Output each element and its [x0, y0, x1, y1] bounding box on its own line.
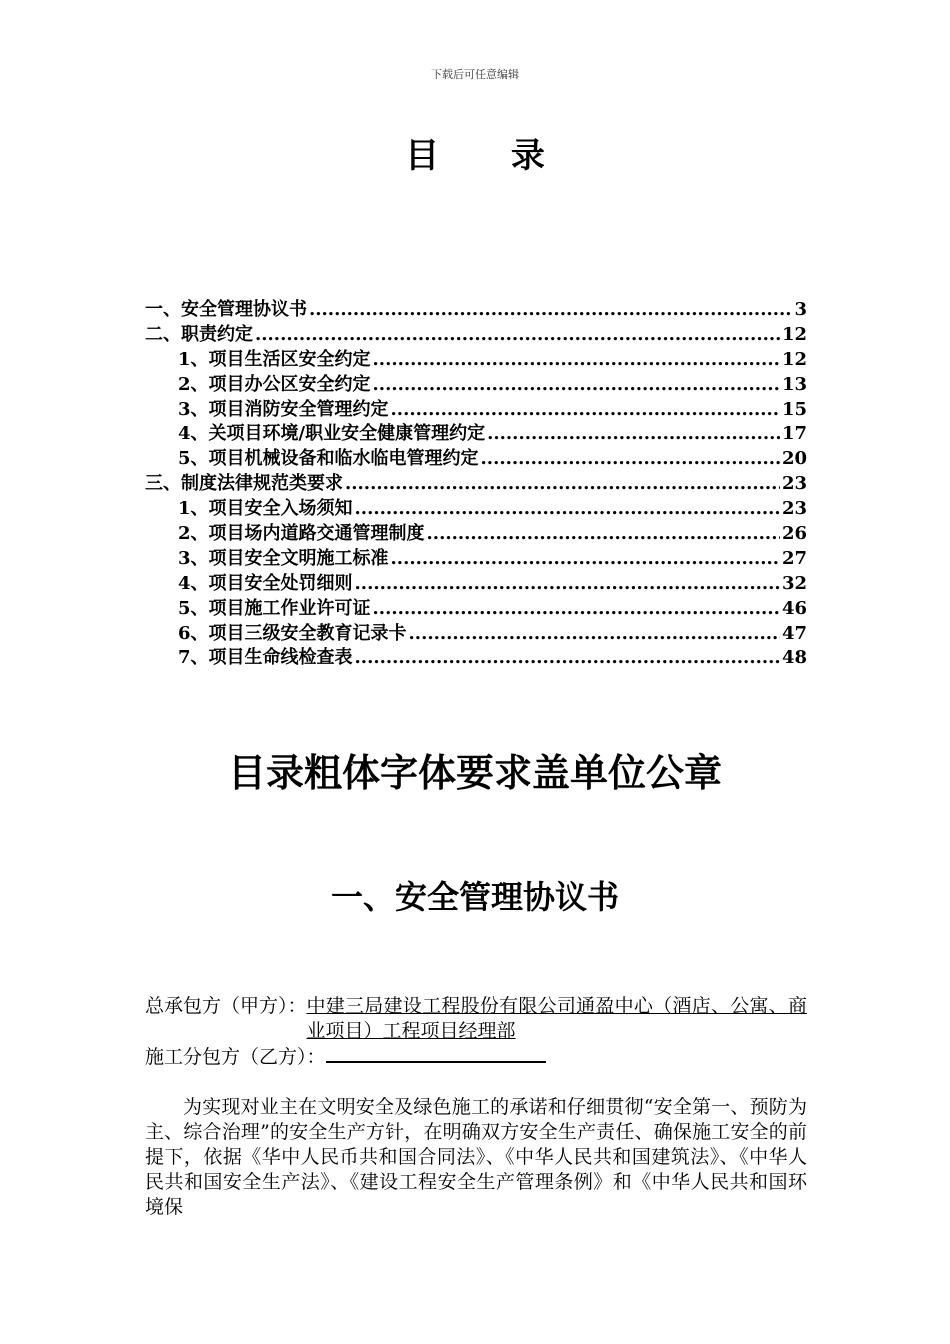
toc-entry-label: 5、项目施工作业许可证 — [178, 597, 371, 619]
header-note: 下载后可任意编辑 — [431, 68, 519, 81]
toc-leader-dots — [355, 573, 780, 594]
toc-entry-label: 三、制度法律规范类要求 — [145, 473, 343, 495]
toc-entry-page: 12 — [781, 348, 807, 370]
toc-entry-label: 3、项目安全文明施工标准 — [178, 547, 389, 569]
toc-entry-page: 3 — [794, 299, 807, 320]
toc-leader-dots — [255, 324, 780, 345]
toc-entry[interactable] — [145, 569, 807, 594]
toc-entry-label: 4、关项目环境/职业安全健康管理约定 — [178, 423, 486, 445]
toc-entry-page: 46 — [781, 597, 807, 619]
toc-entry[interactable] — [145, 544, 807, 569]
toc-entry[interactable] — [145, 444, 807, 469]
toc-leader-dots — [481, 448, 780, 469]
toc-entry[interactable] — [145, 619, 807, 644]
party-b-label: 施工分包方（乙方）： — [145, 1046, 326, 1068]
stamp-requirement-note: 目录粗体字体要求盖单位公章 — [227, 751, 722, 795]
toc-entry-label: 3、项目消防安全管理约定 — [178, 398, 389, 420]
toc-entry-page: 26 — [781, 523, 807, 545]
toc-entry-label: 5、项目机械设备和临水临电管理约定 — [178, 448, 479, 470]
party-b-blank — [326, 1043, 546, 1063]
party-b-line — [145, 1043, 807, 1070]
toc-entry-page: 47 — [781, 622, 807, 644]
toc-entry-label: 1、项目生活区安全约定 — [178, 348, 371, 370]
toc-entry-page: 12 — [781, 323, 807, 345]
toc-entry-page: 23 — [781, 498, 807, 520]
party-a-value: 中建三局建设工程股份有限公司通盈中心（酒店、公寓、商业项目）工程项目经理部 — [306, 995, 807, 1042]
table-of-contents — [145, 295, 807, 668]
toc-entry[interactable] — [145, 494, 807, 519]
toc-entry-label: 7、项目生命线检查表 — [178, 647, 353, 669]
toc-entry-page: 17 — [781, 423, 807, 445]
party-a-label: 总承包方（甲方）： — [145, 995, 307, 1017]
toc-entry[interactable] — [145, 594, 807, 619]
toc-entry-page: 48 — [781, 647, 807, 669]
toc-entry[interactable] — [145, 370, 807, 395]
toc-leader-dots — [309, 299, 792, 320]
toc-leader-dots — [373, 349, 780, 370]
toc-entry-page: 27 — [781, 547, 807, 569]
toc-entry-label: 6、项目三级安全教育记录卡 — [178, 622, 407, 644]
agreement-paragraph: 为实现对业主在文明安全及绿色施工的承诺和仔细贯彻“安全第一、预防为主、综合治理”的安全生产方针，在明确双方安全生产责任、确保施工安全的前提下，依据《华中人民币共和国合同法》、《中华人民共和国建筑法》、《中华人民共和国安全生产法》、《建设工程安全生产管理条例》和《中华人民共和国环境保 — [145, 1096, 807, 1218]
toc-leader-dots — [391, 399, 780, 420]
toc-entry-page: 15 — [781, 398, 807, 420]
toc-entry[interactable] — [145, 519, 807, 544]
toc-leader-dots — [427, 523, 780, 544]
party-a-line — [145, 994, 807, 1044]
toc-leader-dots — [409, 623, 780, 644]
toc-entry-label: 2、项目场内道路交通管理制度 — [178, 523, 425, 545]
toc-entry[interactable] — [145, 643, 807, 668]
toc-entry[interactable] — [145, 295, 807, 320]
toc-entry-label: 二、职责约定 — [145, 323, 253, 345]
toc-entry-page: 20 — [781, 448, 807, 470]
toc-entry-label: 1、项目安全入场须知 — [178, 498, 353, 520]
toc-entry-page: 23 — [781, 473, 807, 495]
toc-entry-label: 2、项目办公区安全约定 — [178, 373, 371, 395]
toc-leader-dots — [373, 598, 780, 619]
toc-leader-dots — [345, 473, 780, 494]
toc-title: 目 录 — [405, 136, 575, 176]
toc-entry[interactable] — [145, 419, 807, 444]
toc-entry[interactable] — [145, 345, 807, 370]
toc-leader-dots — [355, 498, 780, 519]
toc-entry[interactable] — [145, 320, 807, 345]
toc-entry-page: 13 — [781, 373, 807, 395]
toc-entry-label: 一、安全管理协议书 — [145, 299, 307, 320]
toc-entry[interactable] — [145, 395, 807, 420]
toc-entry-label: 4、项目安全处罚细则 — [178, 572, 353, 594]
toc-entry-page: 32 — [781, 572, 807, 594]
toc-leader-dots — [355, 647, 780, 668]
toc-entry[interactable] — [145, 469, 807, 494]
toc-leader-dots — [487, 423, 780, 444]
toc-leader-dots — [391, 548, 780, 569]
toc-leader-dots — [373, 374, 780, 395]
section-title: 一、安全管理协议书 — [330, 878, 619, 916]
